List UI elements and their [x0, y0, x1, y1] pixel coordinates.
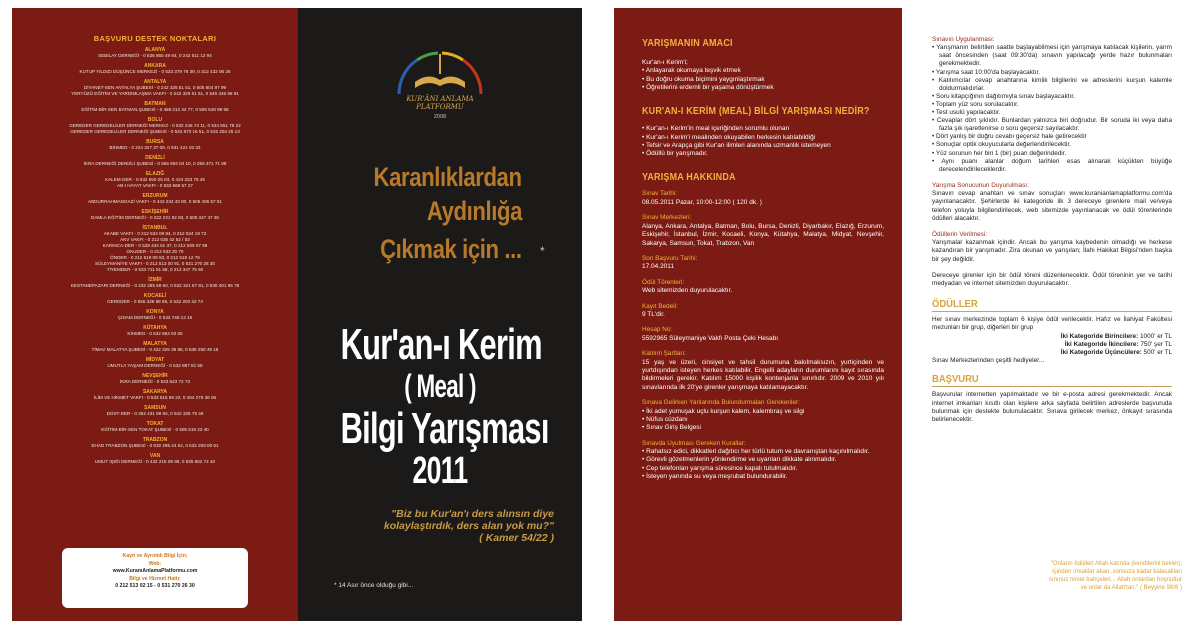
city-heading: BURSA — [146, 139, 164, 145]
logo-text: KUR'ÂNI ANLAMA — [406, 95, 474, 103]
section-heading-application: BAŞVURU — [932, 373, 979, 386]
tagline-line-2: Aydınlığa — [426, 196, 522, 226]
divider — [932, 386, 1172, 387]
list-item: • Dört yanlış bir doğru cevabı geçersiz hale getirecektir — [932, 133, 1087, 141]
contact-phone: 0 212 513 02 15 - 0 531 270 26 30 — [115, 583, 195, 589]
contact-line: EĞİTİM-BİR-SEN BATMAN ŞUBESİ - 0 488 212 42 77, 0 505 549 99 58 — [81, 107, 229, 112]
tagline-line-3: Çıkmak için ... — [380, 234, 522, 264]
contact-line: AKABE VAKFI - 0 212 534 09 94, 0 212 534 19 72 — [103, 231, 207, 236]
contact-line: İKRA DERNEĞİ DENİZLİ ŞUBESİ - 0 555 993 04 10, 0 258 371 71 99 — [83, 161, 227, 166]
rules-list — [642, 448, 884, 481]
ceremonies-value: Web sitemizden duyurulacaktır. — [642, 287, 733, 295]
fee-label: Kayıt Bedeli: — [642, 302, 678, 310]
gifts-note: Sınav Merkezlerinden çeşitli hediyeler... — [932, 357, 1045, 365]
list-item: • Katılımcılar cevap anahtarına kimlik bilgilerini ve adreslerini kurşun kalemle doldurmalıdırlar. — [932, 76, 1173, 92]
contact-line: TİMAV MALATYA ŞUBESİ - 0 422 325 39 98, 0 535 250 49 18 — [91, 347, 219, 352]
main-title-line-1: Kur'an-ı Kerim — [340, 320, 542, 369]
city-heading: NEVŞEHİR — [142, 373, 168, 379]
award-delivery-label: Ödüllerin Verilmesi: — [932, 230, 988, 238]
list-item: • Sınav Giriş Belgesi — [642, 424, 702, 432]
city-heading: MALATYA — [143, 341, 167, 347]
contact-line: GEREDER - 0 555 326 98 86, 0 532 203 32 74 — [107, 299, 203, 304]
logo-year: 2008 — [433, 114, 447, 120]
deadline-value: 17.04.2011 — [642, 263, 675, 271]
city-heading: TOKAT — [146, 421, 164, 427]
contact-line: UMUTLA YAŞAM DERNEĞİ - 0 532 887 81 58 — [107, 363, 203, 368]
tagline-asterisk: * — [540, 244, 545, 258]
city-heading: ANKARA — [144, 63, 166, 69]
contact-line: BİHMED - 0 224 327 37 09, 0 531 421 03 33 — [109, 145, 201, 150]
list-item: • Kur'an-ı Kerim'in meal içeriğinden sorumlu olunan — [642, 125, 790, 133]
list-item: • Aynı puanı alanlar doğum tarihleri esas alınarak küçükten büyüğe derecelendirileceklerdir. — [932, 157, 1172, 173]
contact-line: EHAD TRABZON ŞUBESİ - 0 532 295 24 62, 0 532 209 00 61 — [91, 443, 219, 448]
list-item: • Yüz sorunun her biri 1 (bir) puan değerindedir. — [932, 149, 1067, 157]
city-heading: KONYA — [146, 309, 164, 315]
contact-line: AB-I HAYAT VAKFI - 0 533 668 57 27 — [117, 183, 193, 188]
city-heading: İSTANBUL — [142, 225, 168, 231]
rules-awards-panel — [902, 8, 1188, 621]
exam-date-value: 08.05.2011 Pazar, 10:00-12:00 ( 120 dk. ) — [642, 198, 762, 206]
list-item: • Toplam yüz soru sorulacaktır. — [932, 100, 1019, 108]
contact-line: EĞİTİM-BİR-SEN TOKAT ŞUBESİ - 0 505 519 23 40 — [101, 427, 209, 432]
purpose-list — [642, 67, 884, 92]
city-heading: ELAZIĞ — [145, 171, 165, 177]
award-row: İki Kategoride Üçüncülere: 500' er TL — [1060, 349, 1172, 357]
contact-web-label: Web: — [148, 560, 162, 567]
city-heading: ANTALYA — [143, 79, 167, 85]
results-value: Sınavın cevap anahtarı ve sınav sonuçları www.kuranianlamaplatformu.com'da yayınlanacaktır. Şehirlerde iki kategoride ilk 3 dereceye girenlere mail ve/veya telefon yoluyla bilgilendirilecek, web sitemizde yayınlanacak ve ödül törenlerinde ödülleri alacaktır. — [932, 190, 1172, 222]
logo-text-2: PLATFORMU — [416, 103, 464, 111]
city-heading: ESKİŞEHİR — [141, 209, 169, 215]
tagline-line-1: Karanlıklardan — [373, 162, 522, 192]
purpose-intro: Kur'an-ı Kerim'i; — [642, 59, 688, 66]
main-title-year: 2011 — [412, 450, 468, 492]
city-heading: SAKARYA — [142, 389, 168, 395]
support-points-panel — [12, 8, 298, 621]
contact-box — [62, 548, 248, 608]
city-heading: TRABZON — [142, 437, 168, 443]
section-heading-purpose: YARIŞMANIN AMACI — [642, 38, 733, 49]
quote-reference: ( Kamer 54/22 ) — [479, 532, 554, 544]
exam-date-label: Sınav Tarihi: — [642, 190, 678, 198]
list-item: • Görevli gözetmenlerin yönlendirme ve uyarıları dikkate alınmalıdır. — [642, 456, 837, 464]
list-item: • Cep telefonları yarışma süresince kapalı tutulmalıdır. — [642, 464, 798, 472]
exam-centers-value: Alanya, Ankara, Antalya, Batman, Bolu, Bursa, Denizli, Diyarbakır, Elazığ, Erzurum, Eskişehir, İstanbul, İzmir, Kocaeli, Konya, Kütahya, Malatya, Midyat, Nevşehir, Sakarya, Samsun, Tokat, Trabzon, Van — [642, 222, 884, 247]
exam-procedure-list — [932, 44, 1172, 174]
city-heading: ERZURUM — [142, 193, 168, 199]
contact-hotline-label: Bilgi ve Hizmet Hattı; — [129, 575, 181, 582]
exam-procedure-label: Sınavın Uygulanması: — [932, 36, 995, 43]
section-heading-what-is: KUR'AN-I KERİM (MEAL) BİLGİ YARIŞMASI NEDİR? — [642, 106, 870, 118]
contact-line: KUTUP YILDIZI DÜŞÜNCE MERKEZİ - 0 533 379 76 39, 0 312 432 06 26 — [79, 69, 231, 74]
list-item: • Cevaplar dört şıklıdır. Bunlardan yalnızca biri doğrudur. Bir soruda iki veya daha fazla şık işaretlenirse o soru geçersiz sayılacaktır. — [932, 117, 1172, 133]
list-item: • İsteyen yanında su veya meşrubat bulundurabilir. — [642, 472, 788, 480]
cover-panel — [298, 8, 582, 621]
results-label: Yarışma Sonucunun Duyurulması: — [932, 181, 1029, 189]
list-item: • Bu doğru okuma biçimini yaygınlaştırmak — [642, 75, 765, 83]
main-title-line-2: ( Meal ) — [404, 368, 476, 404]
support-points-list — [12, 47, 298, 465]
fee-value: 9 TL'dir. — [642, 310, 665, 318]
eligibility-label: Katılım Şartları: — [642, 350, 687, 358]
verse-quote: "Onların ödülleri Allah katında (kendilerini bekler); içinden ırmaklar akan, sonsuza kadar kalacakları sınırsız nimet bahçeleri... Allah onlardan hoşnuttur ve onlar da Allah'tan." ( Beyyine 98/8 ) — [1048, 561, 1182, 591]
list-item: • Soru kitapçığının dağıtımıyla sınav başlayacaktır. — [932, 92, 1075, 100]
deadline-label: Son Başvuru Tarihi: — [642, 254, 698, 262]
contact-line: AKV VAKFI - 0 212 635 42 52 / 53 — [120, 237, 190, 242]
contact-line: OKUDER - 0 212 533 20 70 — [126, 249, 184, 254]
contact-line: GEREDER GEREDELİLER DERNEĞİ ŞUBESİ - 0 532 673 16 51, 0 532 204 25 13 — [70, 129, 240, 134]
contact-line: SÜLEYMANİYE VAKFI - 0 212 513 00 91, 0 531 270 26 30 — [95, 261, 215, 266]
contact-line: GEREDER GEREDELİLER DERNEĞİ MERKEZ - 0 532 246 74 11, 0 534 551 78 22 — [69, 123, 241, 128]
contact-website[interactable]: www.KuranıAnlamaPlatformu.com — [112, 568, 198, 574]
list-item: • Ödüllü bir yarışmadır. — [642, 150, 708, 158]
city-heading: DENİZLİ — [145, 155, 165, 161]
footnote: * 14 Asır önce olduğu gibi... — [334, 582, 414, 589]
main-title-line-3: Bilgi Yarışması — [340, 404, 549, 453]
divider — [932, 311, 1172, 312]
city-heading: KÜTAHYA — [143, 325, 167, 331]
list-item: • Test usulü yapılacaktır. — [932, 109, 1001, 117]
exam-centers-label: Sınav Merkezleri: — [642, 214, 692, 222]
list-item: • Anlayarak okumaya teşvik etmek — [642, 67, 741, 75]
section-heading-about: YARIŞMA HAKKINDA — [642, 172, 736, 184]
list-item: • Kur'an-ı Kerim'i mealinden okuyabilen herkesin katılabildiği — [642, 133, 816, 141]
contact-line: TİYEMDER - 0 533 711 51 58, 0 212 347 75 50 — [106, 267, 204, 272]
requirements-list — [642, 408, 884, 433]
quote-line-1: "Biz bu Kur'an'ı ders alınsın diye — [391, 508, 554, 520]
contact-line: KARINCA-DER - 0 538 434 61 37, 0 212 509 07 68 — [102, 243, 208, 248]
quote-line-2: kolaylaştırdık, ders alan yok mu?" — [383, 520, 554, 532]
eligibility-value: 15 yaş ve üzeri, cinsiyet ve tahsil durumuna bakılmaksızın, yurtiçinden ve yurtdışından isteyen herkes katılabilir. Engelli adayların durumlarını kayıt sırasında bildirmeleri gerekir. Katılım 15000 kişilik kontenjanla sınırlıdır. 2009 ve 2010 yılı sınavlarında ilk 20'ye girenler yarışmaya katılamayacaktır. — [642, 358, 884, 391]
what-is-list — [642, 125, 884, 158]
competition-info-panel — [614, 8, 902, 621]
requirements-label: Sınava Gelirken Yanlarında Bulundurmaları Gerekenler: — [642, 399, 800, 407]
contact-heading: Kayıt ve Ayrıntılı Bilgi İçin; — [122, 553, 188, 559]
account-label: Hesap No: — [642, 326, 673, 334]
city-heading: KOCAELİ — [143, 293, 167, 299]
account-value: 5592965 Süleymaniye Vakfı Posta Çeki Hesabı — [642, 334, 779, 342]
contact-line: ÇIDAM DERNEĞİ - 0 533 748 13 15 — [117, 315, 193, 320]
award-row: İki Kategoride İkincilere: 750' şer TL — [1064, 340, 1172, 348]
section-heading-awards: ÖDÜLLER — [932, 298, 978, 311]
list-item: • Tefsir ve Arapça gibi Kur'an ilimleri alanında uzmanlık istemeyen — [642, 141, 831, 149]
city-heading: VAN — [149, 453, 161, 459]
city-heading: ALANYA — [144, 47, 166, 53]
rules-label: Sınavda Uyulması Gereken Kurallar: — [642, 439, 746, 447]
award-delivery-value: Yarışmalar kazanmak içindir. Ancak bu yarışma kaybedenin olmadığı ve herkese kazandıran bir yarışmadır. Zira okunan ve yarışılan; İlahi Hakikat Bilgisi'nden başka bir şey değildir. — [932, 239, 1172, 263]
contact-line: DİYANET-SEN ANTALYA ŞUBESİ - 0 242 326 51 51, 0 505 804 97 99 — [83, 85, 227, 90]
contact-line: SEBİLAY DERNEĞİ - 0 536 865 49 84, 0 242 511 12 94 — [98, 53, 212, 58]
city-heading: İZMİR — [148, 277, 162, 283]
award-row: İki Kategoride Birincilere: 1000' er TL — [1060, 332, 1172, 340]
list-item: • Sonuçlar optik okuyucularla değerlendirilecektir. — [932, 141, 1072, 149]
contact-line: UMUT IŞIĞI DERNEĞİ - 0 432 215 08 99, 0 535 862 72 40 — [94, 459, 216, 464]
list-item: • İki adet yumuşak uçlu kurşun kalem, kalemtıraş ve silgi — [642, 407, 805, 415]
city-heading: MİDYAT — [145, 357, 165, 363]
awards-description: Her sınav merkezinde toplam 6 kişiye ödül verilecektir. Hafız ve İlahiyat Fakültesi mezunları bir grup, diğerleri bir grup — [932, 316, 1172, 332]
platform-logo-icon — [393, 48, 487, 98]
list-item: • Rahatsız edici, dikkatleri dağıtıcı her türlü tutum ve davranıştan kaçınılmalıdır. — [642, 447, 870, 455]
contact-line: KİHMED - 0 532 663 93 05 — [127, 331, 183, 336]
contact-line: KALEM-DER - 0 532 650 25 03, 0 424 233 75 45 — [105, 177, 205, 182]
contact-line: YERYÜZÜ EĞİTİM VE YARDIMLAŞMA VAKFI - 0 242 326 51 51, 0 546 446 96 91 — [71, 91, 239, 96]
list-item: • Yarışmanın belirtilen saatte başlayabilmesi için yarışmaya katılacak kişilerin, yarım saat öncesinden (saat 09:30'da) sınavın yapılacağı yerde hazır bulunmaları gerekmektedir. — [932, 44, 1172, 68]
list-item: • Nüfus cüzdanı — [642, 415, 688, 423]
support-points-title: BAŞVURU DESTEK NOKTALARI — [93, 34, 217, 43]
contact-line: KESTANEPAZARI DERNEĞİ - 0 232 285 59 60, 0 532 321 57 81, 0 530 401 95 78 — [70, 283, 240, 288]
city-heading: BATMAN — [144, 101, 166, 107]
list-item: • Yarışma saat 10:00'da başlayacaktır. — [932, 68, 1041, 76]
contact-line: DOST-DER - 0 362 431 59 94, 0 542 325 75 48 — [106, 411, 204, 416]
ceremonies-label: Ödül Törenleri: — [642, 278, 685, 286]
contact-line: ÖNDER - 0 212 519 09 53, 0 212 519 12 76 — [110, 255, 200, 260]
list-item: • Öğretilerini erdemli bir yaşama dönüştürmek — [642, 84, 774, 91]
contact-line: ABDURRAHMANGAZİ VAKFI - 0 442 234 43 00, 0 506 406 57 51 — [88, 199, 222, 204]
ceremony-note: Dereceye girenler için bir ödül töreni düzenlenecektir. Ödül töreninin yer ve tarihi medyadan ve internet sitemizden duyurulacaktır. — [932, 271, 1172, 288]
application-text: Başvurular internetten yapılmaktadır ve bir e-posta adresi gerekmektedir. Ancak internet imkanları kısıtlı olan kişilere arka sayfada belirtilen adreslerde başvuruda bulunmak için destekte bulunulacaktır. Sınava girilecek merkez, önkayıt sırasında belirlenecektir. — [932, 391, 1172, 424]
city-heading: BOLU — [147, 117, 163, 123]
contact-line: İKRA DERNEĞİ - 0 533 643 72 73 — [120, 379, 190, 384]
contact-line: DAMLA EĞİTİM DERNEĞİ - 0 222 221 82 83, 0 505 347 47 35 — [91, 215, 219, 220]
contact-line: İLİM VE HİKMET VAKFI - 0 533 615 99 22, 0 264 279 36 06 — [93, 395, 217, 400]
city-heading: SAMSUN — [144, 405, 166, 411]
